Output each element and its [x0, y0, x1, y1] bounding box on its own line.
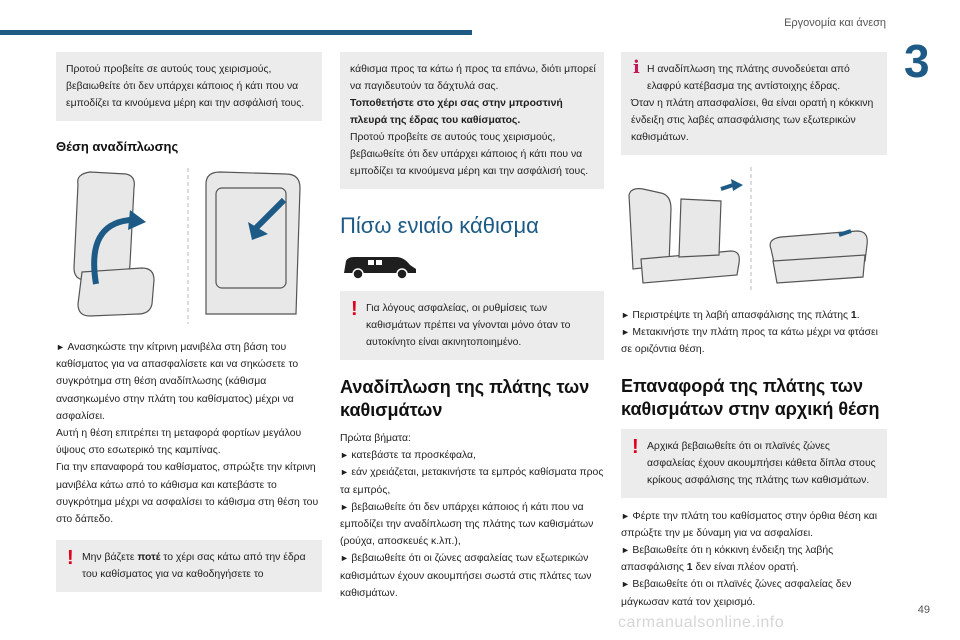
step-item	[621, 576, 887, 610]
rear-seat-illustration	[621, 165, 887, 297]
note-box	[56, 52, 322, 121]
note-box-continued	[340, 52, 604, 189]
column-3	[621, 52, 887, 611]
handle-number: 1	[686, 562, 693, 574]
step-item	[340, 447, 604, 464]
warning-text-a: Μην βάζετε	[82, 552, 138, 564]
section-title: Εργονομία και άνεση	[784, 17, 886, 29]
watermark: carmanualsonline.info	[618, 614, 785, 631]
step-text: .	[856, 310, 860, 321]
warning-text-b: το χέρι σας κάτω από την έδρα του καθίσματος για να καθοδηγήσετε το	[82, 552, 306, 581]
step-text: Μετακινήστε την πλάτη προς τα κάτω μέχρι να φτάσει σε οριζόντια θέση.	[621, 327, 878, 356]
instruction-step	[56, 339, 322, 425]
info-text: Όταν η πλάτη απασφαλίσει, θα είναι ορατή η κόκκινη ένδειξη στις λαβές απασφάλισης των εξωτερικών καθισμάτων.	[631, 98, 874, 143]
section-heading: Αναδίπλωση της πλάτης των καθισμάτων	[340, 377, 590, 420]
seat-folding-illustration	[56, 164, 322, 329]
chapter-number: 3	[904, 35, 930, 87]
step-item	[340, 499, 604, 551]
step-text: Ανασηκώστε την κίτρινη μανιβέλα στη βάση του καθίσματος για να απασφαλίσετε και να σηκώσετε το συγκρότημα στη θέση αναδίπλωσης (κάθισμα ανασηκωμένο στην πλάτη του καθίσματος) μέχρι να ασφαλίσει.	[56, 342, 299, 422]
step-item	[621, 508, 887, 542]
step-text: Βεβαιωθείτε ότι η κόκκινη ένδειξη της λαβής απασφάλισης	[621, 545, 834, 574]
section-heading: Θέση αναδίπλωσης	[56, 139, 179, 154]
step-text: εάν χρειάζεται, μετακινήστε τα εμπρός καθίσματα προς τα εμπρός,	[340, 467, 604, 496]
header-bar	[0, 30, 472, 35]
warning-text-bold: ποτέ	[137, 552, 161, 564]
warning-box	[340, 291, 604, 360]
info-box	[621, 52, 887, 155]
step-text: δεν είναι πλέον ορατή.	[692, 562, 799, 574]
paragraph: Για την επαναφορά του καθίσματος, σπρώξτε την κίτρινη μανιβέλα κάτω από το κάθισμα και κατεβάστε το συγκρότημα μέχρι να ασφαλίσει το κάθισμα στη θέση του στο δάπεδο.	[56, 462, 319, 526]
paragraph: Αυτή η θέση επιτρέπει τη μεταφορά φορτίων μεγάλου ύψους στο εσωτερικό της καμπίνας.	[56, 428, 302, 457]
column-2	[340, 52, 604, 602]
step-text: βεβαιωθείτε ότι δεν υπάρχει κάποιος ή κάτι που να εμποδίζει την αναδίπλωση της πλάτης των καθισμάτων (ρούχα, αποσκευές κ.λπ.),	[340, 501, 594, 548]
step-item	[340, 464, 604, 498]
warning-box	[621, 429, 887, 498]
warning-box	[56, 540, 322, 592]
steps-label: Πρώτα βήματα:	[340, 433, 411, 444]
step-item	[621, 542, 887, 576]
note-text-bold: Τοποθετήστε στο χέρι σας στην μπροστινή πλευρά της έδρας του καθίσματος.	[350, 98, 563, 126]
warning-text: Αρχικά βεβαιωθείτε ότι οι πλαϊνές ζώνες ασφαλείας έχουν ακουμπήσει κάθετα δίπλα στους κρίκους ασφάλισης της πλάτης των καθισμάτων.	[647, 440, 876, 486]
step-text: Φέρτε την πλάτη του καθίσματος στην όρθια θέση και σπρώξτε την με δύναμη για να ασφαλίσει.	[621, 510, 878, 539]
note-text: κάθισμα προς τα κάτω ή προς τα επάνω, διότι μπορεί να παγιδευτούν τα δάχτυλά σας.	[350, 64, 596, 92]
van-icon	[340, 251, 420, 281]
step-item	[621, 307, 887, 324]
step-text: κατεβάστε τα προσκέφαλα,	[351, 450, 476, 462]
note-text: Προτού προβείτε σε αυτούς τους χειρισμούς, βεβαιωθείτε ότι δεν υπάρχει κάποιος ή κάτι που να εμποδίζει τα κινούμενα μέρη και την ασφάλισή τους.	[66, 64, 305, 109]
step-text: Περιστρέψτε τη λαβή απασφάλισης της πλάτης	[632, 310, 851, 321]
page-number: 49	[917, 604, 930, 616]
step-item	[340, 550, 604, 602]
step-text: βεβαιωθείτε ότι οι ζώνες ασφαλείας των εξωτερικών καθισμάτων έχουν ακουμπήσει σωστά στις πλάτες των καθισμάτων.	[340, 553, 592, 599]
step-item	[621, 324, 887, 358]
warning-text: Για λόγους ασφαλείας, οι ρυθμίσεις των καθισμάτων πρέπει να γίνονται μόνο όταν το αυτοκίνητο είναι ακινητοποιημένο.	[366, 303, 571, 348]
info-text: i Η αναδίπλωση της πλάτης συνοδεύεται από ελαφρύ κατέβασμα της αντίστοιχης έδρας.	[647, 64, 850, 92]
handle-number: 1	[850, 310, 857, 321]
section-heading: Επαναφορά της πλάτης των καθισμάτων στην αρχική θέση	[621, 375, 880, 419]
main-heading: Πίσω ενιαίο κάθισμα	[340, 213, 539, 238]
column-1	[56, 52, 322, 592]
step-text: Βεβαιωθείτε ότι οι πλαϊνές ζώνες ασφαλείας δεν μάγκωσαν κατά τον χειρισμό.	[621, 579, 852, 608]
note-text: Προτού προβείτε σε αυτούς τους χειρισμούς, βεβαιωθείτε ότι δεν υπάρχει κάποιος ή κάτι που να εμποδίζει τα κινούμενα μέρη και την ασφάλισή τους.	[350, 132, 589, 177]
